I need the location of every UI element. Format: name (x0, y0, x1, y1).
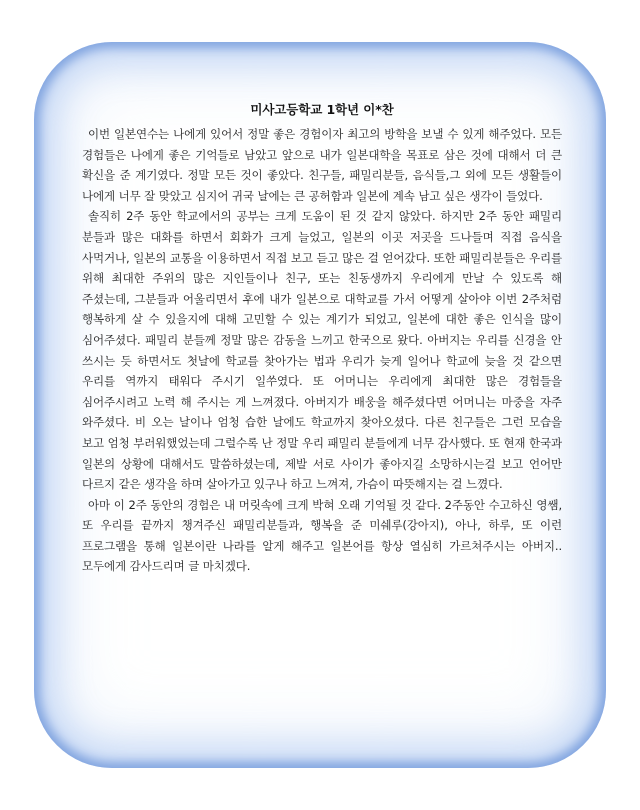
essay-paragraph-3: 아마 이 2주 동안의 경험은 내 머릿속에 크게 박혀 오래 기억될 것 같다. 2주동안 수고하신 영쌤, 또 우리를 끝까지 챙겨주신 패밀리분들과, 행복을 준 미쉐루(강아지), 아나, 하루, 또 이런 프로그램을 통해 일본이란 나라를 알게 해주고 일본어를 항상 열심히 가르쳐주시는 아버지..모두에게 감사드리며 글 마치겠다. (82, 497, 562, 574)
essay-paragraph-2: 솔직히 2주 동안 학교에서의 공부는 크게 도움이 된 것 같지 않았다. 하지만 2주 동안 패밀리 분들과 많은 대화를 하면서 회화가 크게 늘었고, 일본의 이곳 저곳을 드나들며 직접 음식을 사먹거나, 일본의 교통을 이용하면서 직접 보고 듣고 많은 걸 얻어갔다. 또한 패밀리분들은 우리를 위해 최대한 주위의 많은 지인들이나 친구, 또는 친동생까지 우리에게 만날 수 있도록 해 주셨는데, 그분들과 어울리면서 후에 내가 일본으로 대학교를 가서 어떻게 살아야 이번 2주처럼 행복하게 살 수 있을지에 대해 고민할 수 있는 계기가 되었고, 일본에 대한 좋은 인식을 많이 심어주셨다. 패밀리 분들께 정말 많은 감동을 느끼고 한국으로 왔다. 아버지는 우리를 신경을 안 쓰시는 듯 하면서도 첫날에 학교를 찾아가는 법과 우리가 늦게 일어나 학교에 늦을 것 같으면 우리를 역까지 태워다 주시기 일쑤였다. 또 어머니는 우리에게 최대한 많은 경험들을 심어주시려고 노력 해 주시는 게 느껴졌다. 아버지가 배웅을 해주셨다면 어머니는 마중을 자주 와주셨다. 비 오는 날이나 엄청 습한 날에도 학교까지 찾아오셨다. 다른 친구들은 그런 모습을 보고 엄청 부러워했었는데 그럴수록 난 정말 우리 패밀리 분들에게 너무 감사했다. 또 현재 한국과 일본의 상황에 대해서도 말씀하셨는데, 제발 서로 사이가 좋아지길 소망하시는걸 보고 언어만 다르지 같은 생각을 하며 살아가고 있구나 하고 느껴져, 가슴이 따뜻해지는 걸 느꼈다. (82, 209, 562, 492)
essay-content (82, 100, 562, 577)
essay-paragraph-1: 이번 일본연수는 나에게 있어서 정말 좋은 경험이자 최고의 방학을 보낼 수 있게 해주었다. 모든 경험들은 나에게 좋은 기억들로 남았고 앞으로 내가 일본대학을 목표로 삼은 것에 대해서 더 큰 확신을 준 계기였다. 정말 모든 것이 좋았다. 친구들, 패밀리분들, 음식들,그 외에 모든 생활들이 나에게 너무 잘 맞았고 심지어 귀국 날에는 큰 공허함과 일본에 계속 남고 싶은 생각이 들었다. (82, 127, 562, 203)
essay-title: 미사고등학교 1학년 이*찬 (250, 102, 394, 117)
